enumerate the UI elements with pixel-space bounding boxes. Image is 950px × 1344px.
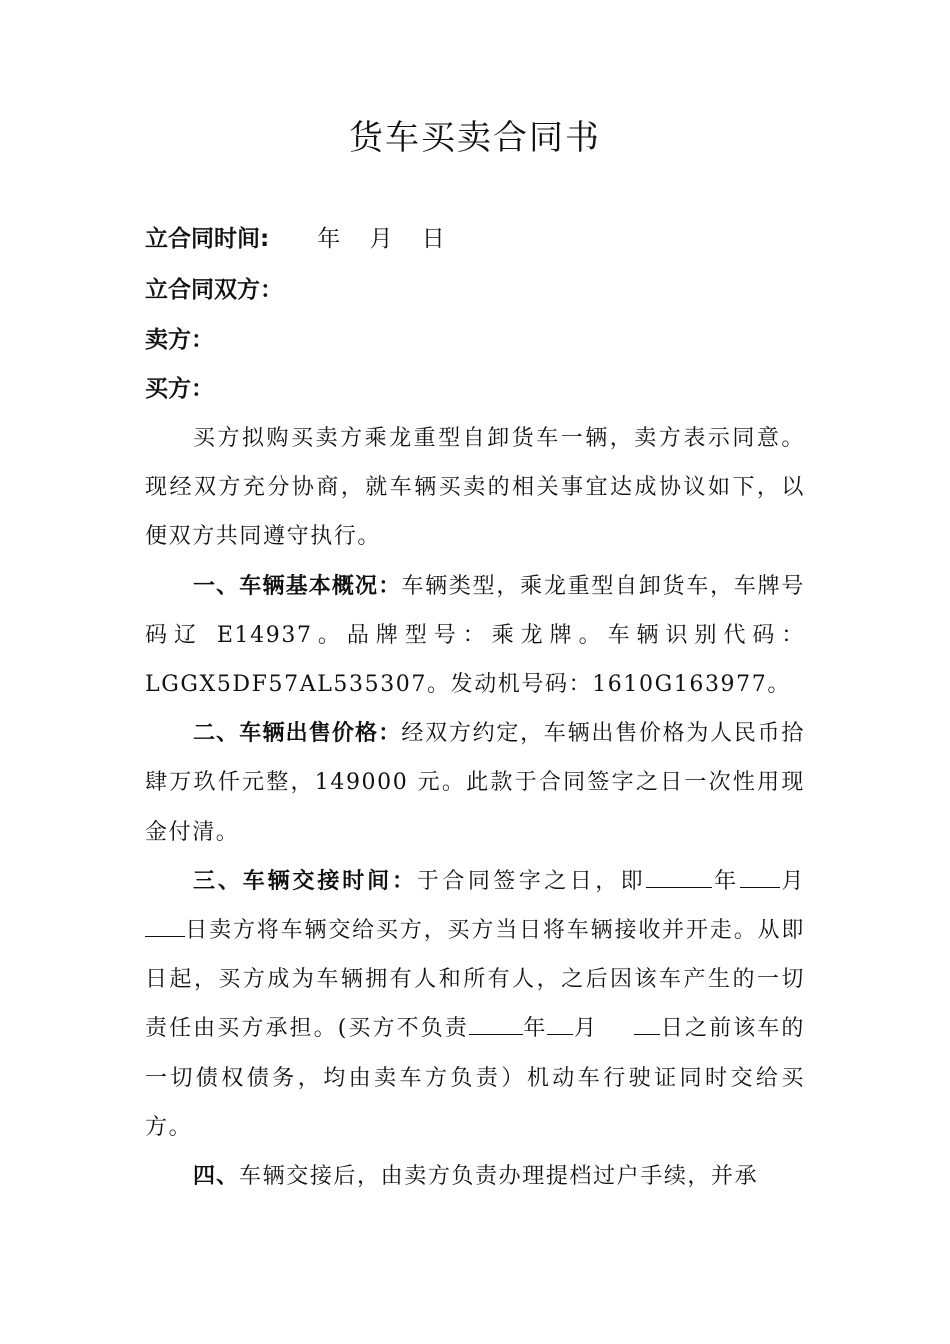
year-label: 年: [712, 868, 740, 894]
clause-3-text-3: 日之前该车的一切债权债务，均由卖车方负责）机动车行驶证同时交给买方。: [145, 1016, 805, 1140]
clause-2-text: 经双方约定，车辆出售价格为人民币拾肆万玖仟元整，149000 元。此款于合同签字之日一次性用现金付清。: [145, 721, 805, 845]
month-label: 月: [779, 868, 805, 894]
clause-1-heading: 一、车辆基本概况：: [193, 573, 402, 599]
clause-4: [145, 1152, 805, 1201]
clause-3-heading: 三、车辆交接时间：: [193, 868, 417, 894]
month-blank: [740, 865, 780, 888]
contract-body: [145, 414, 805, 1201]
buyer-label: 买方：: [145, 376, 214, 402]
year-blank: [646, 865, 712, 888]
clause-4-text: 车辆交接后，由卖方负责办理提档过户手续，并承: [239, 1164, 759, 1190]
contract-date-line: [145, 222, 445, 256]
clause-2: [145, 709, 805, 857]
clause-1: [145, 562, 805, 710]
clause-4-heading: 四、: [193, 1164, 240, 1190]
contract-date-value: 年 月 日: [317, 226, 445, 252]
document-title: 货车买卖合同书: [349, 118, 601, 158]
seller-label: 卖方：: [145, 327, 214, 353]
day-blank-2: [634, 1012, 660, 1035]
clause-3-text-2: 日卖方将车辆交给买方，买方当日将车辆接收并开走。从即日起，买方成为车辆拥有人和所有人，之后因该车产生的一切责任由买方承担。(买方不负责: [145, 918, 805, 1042]
clause-3: [145, 857, 805, 1152]
month-blank-2: [547, 1012, 573, 1035]
year-label-2: 年: [522, 1016, 548, 1042]
clause-1-text: 车辆类型，乘龙重型自卸货车，车牌号码辽 E14937。品牌型号：乘龙牌。车辆识别代码：LGGX5DF57AL535307。发动机号码：1610G163977。: [145, 573, 805, 698]
contract-parties-label: 立合同双方：: [145, 277, 283, 303]
intro-paragraph: 买方拟购买卖方乘龙重型自卸货车一辆，卖方表示同意。现经双方充分协商，就车辆买卖的相关事宜达成协议如下，以便双方共同遵守执行。: [145, 426, 805, 550]
month-label-2: 月: [573, 1016, 599, 1042]
day-blank: [145, 914, 185, 937]
year-blank-2: [469, 1012, 523, 1035]
clause-2-heading: 二、车辆出售价格：: [193, 721, 402, 747]
contract-date-label: 立合同时间:: [145, 226, 270, 252]
clause-3-text-1: 于合同签字之日，即: [416, 868, 647, 894]
